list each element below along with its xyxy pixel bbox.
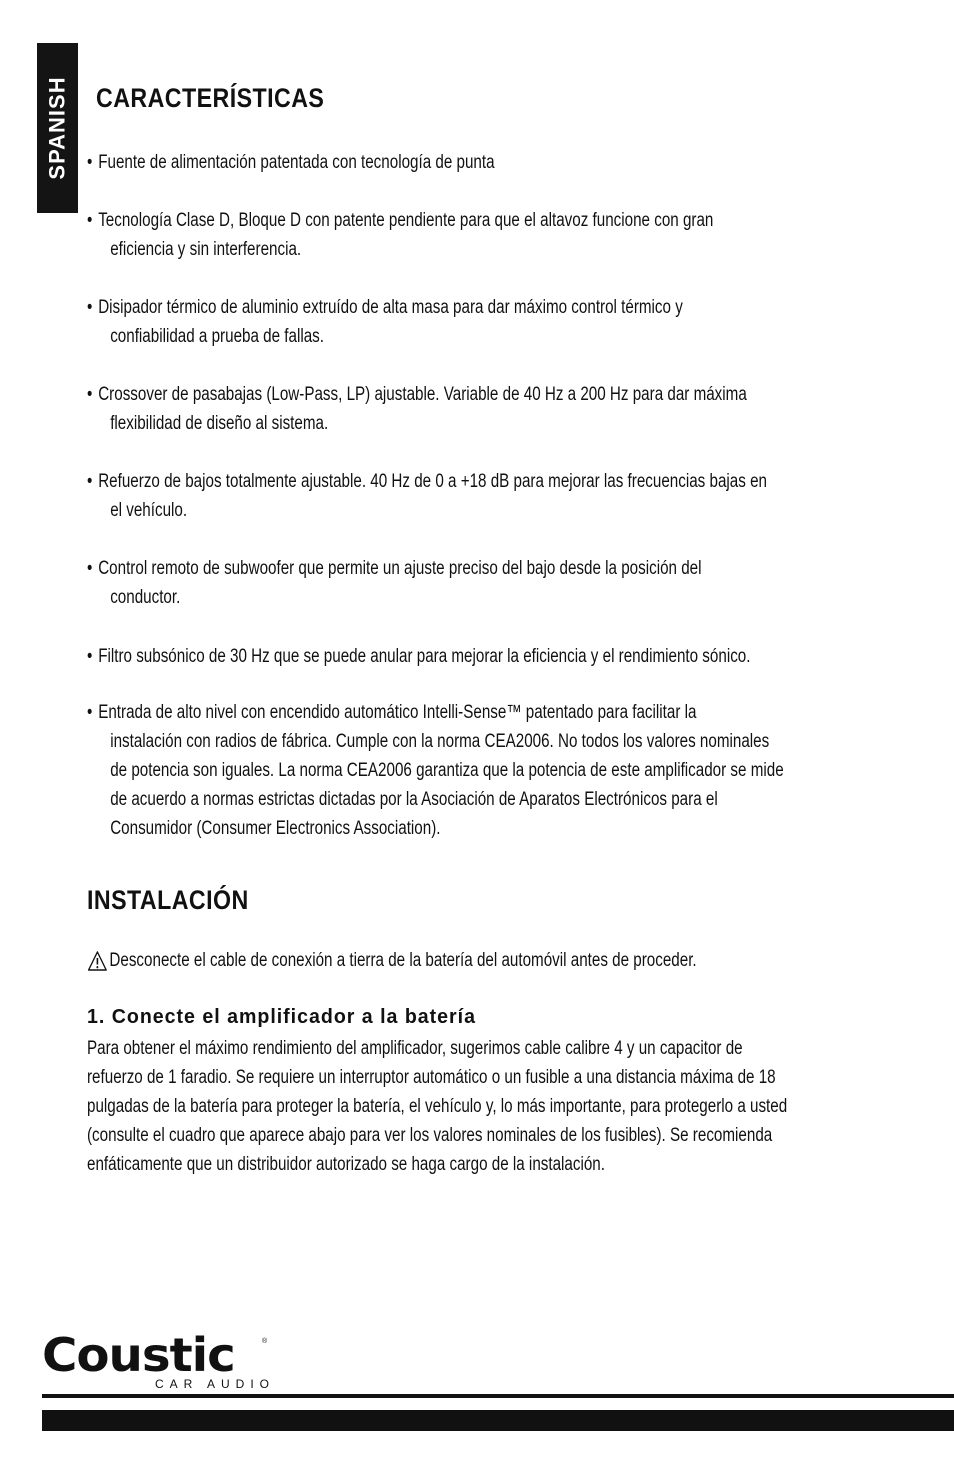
feature-bullet-line: Consumidor (Consumer Electronics Association). bbox=[110, 818, 441, 839]
step1-line: pulgadas de la batería para proteger la batería, el vehículo y, lo más importante, para protegerlo a usted bbox=[87, 1096, 788, 1117]
bullet-mark: • bbox=[87, 297, 93, 318]
feature-bullet bbox=[87, 206, 751, 264]
warning-triangle-icon bbox=[87, 950, 108, 972]
logo-wordmark: Coustic bbox=[42, 1328, 235, 1382]
step1-line: Para obtener el máximo rendimiento del amplificador, sugerimos cable calibre 4 y un capacitor de bbox=[87, 1038, 743, 1059]
feature-bullet-line: de potencia son iguales. La norma CEA2006 garantiza que la potencia de este amplificador se mide bbox=[110, 760, 784, 781]
installation-title: INSTALACIÓN bbox=[87, 885, 249, 915]
warning-text: Desconecte el cable de conexión a tierra de la batería del automóvil antes de proceder. bbox=[109, 950, 697, 971]
warning-note bbox=[87, 947, 697, 975]
feature-bullet-line: Disipador térmico de aluminio extruído de alta masa para dar máximo control térmico y bbox=[98, 297, 683, 318]
feature-bullet-line: conductor. bbox=[110, 587, 181, 608]
language-tab-label: SPANISH bbox=[44, 76, 70, 180]
logo-subtitle: CAR AUDIO bbox=[155, 1377, 276, 1391]
bullet-mark: • bbox=[87, 558, 93, 579]
feature-bullet-line: de acuerdo a normas estrictas dictadas por la Asociación de Aparatos Electrónicos para el bbox=[110, 789, 718, 810]
feature-bullet-line: Control remoto de subwoofer que permite un ajuste preciso del bajo desde la posición del bbox=[98, 558, 702, 579]
step1-line: refuerzo de 1 faradio. Se requiere un interruptor automático o un fusible a una distancia máxima de 18 bbox=[87, 1067, 776, 1088]
logo-registered-mark: ® bbox=[262, 1338, 268, 1345]
feature-bullet-line: Entrada de alto nivel con encendido automático Intelli-Sense™ patentado para facilitar la bbox=[98, 702, 697, 723]
bullet-mark: • bbox=[87, 152, 93, 173]
bullet-mark: • bbox=[87, 646, 93, 667]
bullet-mark: • bbox=[87, 471, 93, 492]
feature-bullet-line: eficiencia y sin interferencia. bbox=[110, 239, 302, 260]
bullet-mark: • bbox=[87, 702, 93, 723]
step1-paragraph bbox=[87, 1034, 787, 1179]
step1-line: enfáticamente que un distribuidor autorizado se haga cargo de la instalación. bbox=[87, 1154, 605, 1175]
coustic-logo bbox=[42, 1328, 287, 1394]
bullet-mark: • bbox=[87, 384, 93, 405]
feature-bullet-line: Fuente de alimentación patentada con tecnología de punta bbox=[98, 152, 495, 173]
feature-bullet bbox=[87, 148, 751, 177]
feature-bullet-line: Refuerzo de bajos totalmente ajustable. 40 Hz de 0 a +18 dB para mejorar las frecuencias bajas en bbox=[98, 471, 767, 492]
feature-bullet bbox=[87, 467, 767, 525]
footer-rule-thin bbox=[42, 1394, 954, 1398]
step1-line: (consulte el cuadro que aparece abajo para ver los valores nominales de los fusibles). Se recomienda bbox=[87, 1125, 773, 1146]
feature-bullet-line: flexibilidad de diseño al sistema. bbox=[110, 413, 329, 434]
feature-bullet bbox=[87, 642, 751, 671]
bullet-mark: • bbox=[87, 210, 93, 231]
footer-rule-thick bbox=[42, 1410, 954, 1431]
feature-bullet-line: instalación con radios de fábrica. Cumple con la norma CEA2006. No todos los valores nominales bbox=[110, 731, 770, 752]
language-tab bbox=[37, 43, 78, 213]
feature-bullet bbox=[87, 698, 784, 843]
feature-bullet bbox=[87, 554, 751, 612]
feature-bullet-line: Crossover de pasabajas (Low-Pass, LP) ajustable. Variable de 40 Hz a 200 Hz para dar máxima bbox=[98, 384, 747, 405]
feature-bullet-line: confiabilidad a prueba de fallas. bbox=[110, 326, 324, 347]
step1-title: 1. Conecte el amplificador a la batería bbox=[87, 1006, 476, 1028]
feature-bullet bbox=[87, 293, 751, 351]
feature-bullet-line: el vehículo. bbox=[110, 500, 188, 521]
feature-bullet bbox=[87, 380, 751, 438]
features-title: CARACTERÍSTICAS bbox=[96, 83, 325, 113]
feature-bullet-line: Tecnología Clase D, Bloque D con patente pendiente para que el altavoz funcione con gran bbox=[98, 210, 714, 231]
feature-bullet-line: Filtro subsónico de 30 Hz que se puede anular para mejorar la eficiencia y el rendimiento sónico. bbox=[98, 646, 751, 667]
